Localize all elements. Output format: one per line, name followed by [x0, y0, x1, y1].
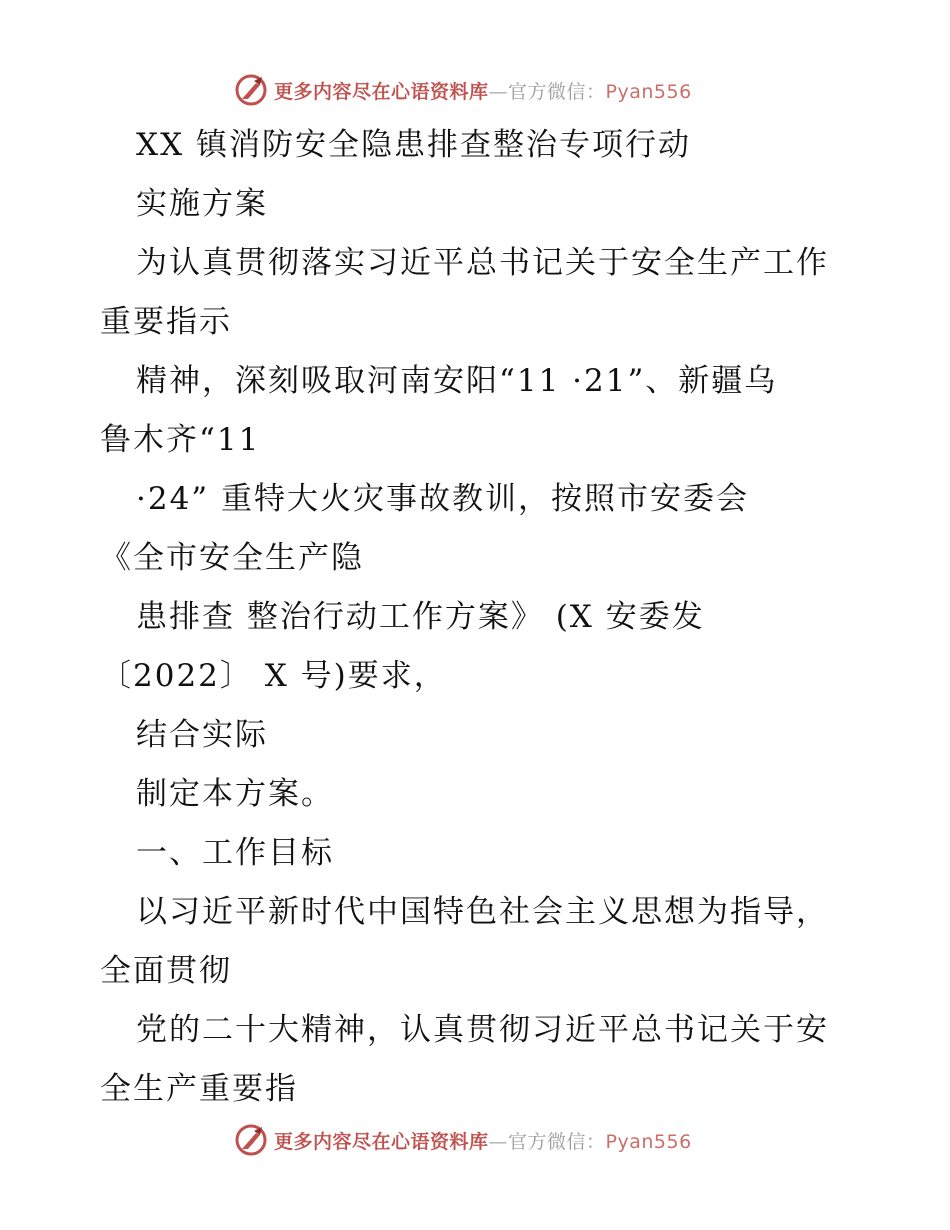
paragraph-line: ·24” 重特大火灾事故教训，按照市安委会 — [136, 481, 750, 517]
watermark-main: 更多内容尽在心语资料库 — [274, 1130, 489, 1153]
paragraph-line: 结合实际 — [136, 717, 268, 753]
watermark-label: 官方微信： — [508, 1130, 606, 1153]
paragraph-line: 为认真贯彻落实习近平总书记关于安全生产工作 — [136, 245, 829, 281]
section-heading: 一、工作目标 — [136, 835, 334, 871]
paragraph-line: 全面贯彻 — [100, 953, 232, 989]
quill-pen-circle-icon — [234, 1123, 268, 1157]
paragraph-line: 〔2022〕 X 号)要求， — [100, 658, 447, 694]
quill-pen-circle-icon — [234, 73, 268, 107]
header-watermark — [234, 72, 692, 108]
watermark-separator: — — [488, 1130, 509, 1153]
paragraph-line: 重要指示 — [100, 304, 232, 340]
watermark-main: 更多内容尽在心语资料库 — [274, 80, 489, 103]
paragraph-line: 精神，深刻吸取河南安阳“11 ·21”、新疆乌 — [136, 363, 778, 399]
watermark-text — [274, 77, 692, 104]
document-subtitle: 实施方案 — [136, 186, 268, 222]
paragraph-line: 全生产重要指 — [100, 1071, 298, 1107]
paragraph-line: 《全市安全生产隐 — [100, 540, 364, 576]
watermark-separator: — — [488, 80, 509, 103]
paragraph-line: 党的二十大精神，认真贯彻习近平总书记关于安 — [136, 1012, 829, 1048]
document-title: XX 镇消防安全隐患排查整治专项行动 — [136, 127, 691, 163]
watermark-label: 官方微信： — [508, 80, 606, 103]
paragraph-line: 以习近平新时代中国特色社会主义思想为指导， — [136, 894, 829, 930]
paragraph-line: 制定本方案。 — [136, 776, 334, 812]
footer-watermark — [234, 1122, 692, 1158]
paragraph-line: 鲁木齐“11 — [100, 422, 261, 458]
paragraph-line: 患排查 整治行动工作方案》 (X 安委发 — [136, 599, 705, 635]
watermark-id: Pyan556 — [605, 80, 692, 103]
watermark-id: Pyan556 — [605, 1130, 692, 1153]
watermark-text — [274, 1127, 692, 1154]
